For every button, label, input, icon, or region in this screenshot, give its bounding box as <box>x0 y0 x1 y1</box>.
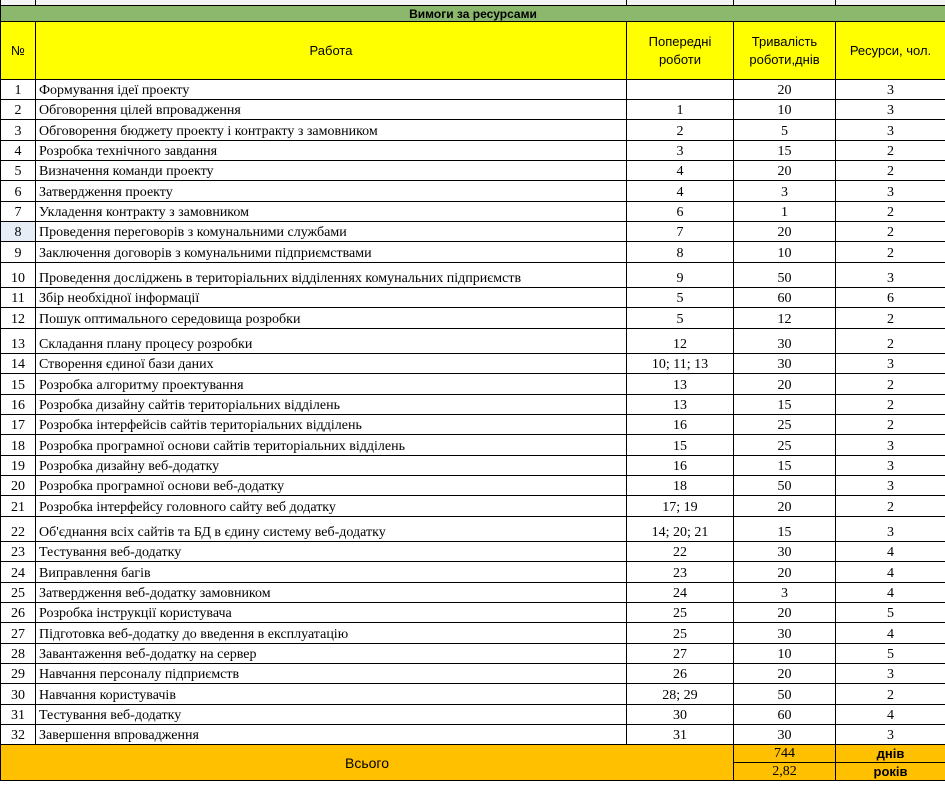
row-num-cell[interactable]: 11 <box>1 288 36 308</box>
header-num[interactable]: № <box>1 22 36 80</box>
row-work-cell[interactable]: Тестування веб-додатку <box>36 542 627 562</box>
row-prev-cell[interactable]: 10; 11; 13 <box>627 354 734 374</box>
row-resources-cell[interactable]: 3 <box>836 517 945 542</box>
row-prev-cell[interactable]: 3 <box>627 141 734 161</box>
row-num-cell[interactable]: 20 <box>1 476 36 496</box>
row-duration-cell[interactable]: 50 <box>734 684 836 705</box>
row-prev-cell[interactable]: 27 <box>627 644 734 664</box>
table-row <box>1 542 945 562</box>
table-row <box>1 308 945 329</box>
row-prev-cell[interactable]: 1 <box>627 100 734 120</box>
row-duration-cell[interactable]: 50 <box>734 476 836 496</box>
row-num-cell[interactable]: 14 <box>1 354 36 374</box>
row-duration-cell[interactable]: 3 <box>734 583 836 603</box>
row-resources-cell[interactable]: 4 <box>836 583 945 603</box>
row-work-cell[interactable]: Розробка інструкції користувача <box>36 603 627 623</box>
row-resources-cell[interactable]: 3 <box>836 120 945 141</box>
row-duration-cell[interactable]: 20 <box>734 374 836 395</box>
row-duration-cell[interactable]: 5 <box>734 120 836 141</box>
table-row <box>1 603 945 623</box>
row-duration-cell[interactable]: 30 <box>734 542 836 562</box>
row-duration-cell[interactable]: 30 <box>734 329 836 354</box>
row-resources-cell[interactable]: 2 <box>836 684 945 705</box>
row-num-cell[interactable]: 6 <box>1 181 36 202</box>
row-num-cell[interactable]: 23 <box>1 542 36 562</box>
row-work-cell[interactable]: Обговорення бюджету проекту і контракту з замовником <box>36 120 627 141</box>
row-resources-cell[interactable]: 3 <box>836 476 945 496</box>
row-work-cell[interactable]: Розробка інтерфейсів сайтів територіальних відділень <box>36 415 627 435</box>
row-prev-cell[interactable]: 13 <box>627 374 734 395</box>
row-resources-cell[interactable]: 6 <box>836 288 945 308</box>
total-years-value[interactable]: 2,82 <box>734 763 836 781</box>
row-resources-cell[interactable]: 3 <box>836 80 945 100</box>
row-prev-cell[interactable]: 16 <box>627 456 734 476</box>
row-num-cell[interactable]: 24 <box>1 562 36 583</box>
row-duration-cell[interactable]: 20 <box>734 603 836 623</box>
row-work-cell[interactable]: Укладення контракту з замовником <box>36 202 627 222</box>
row-duration-cell[interactable]: 20 <box>734 80 836 100</box>
row-resources-cell[interactable]: 2 <box>836 222 945 242</box>
row-prev-cell[interactable]: 14; 20; 21 <box>627 517 734 542</box>
row-resources-cell[interactable]: 2 <box>836 415 945 435</box>
row-prev-cell[interactable]: 5 <box>627 308 734 329</box>
table-row <box>1 242 945 263</box>
row-num-cell[interactable]: 13 <box>1 329 36 354</box>
row-prev-cell[interactable]: 15 <box>627 435 734 456</box>
row-duration-cell[interactable]: 20 <box>734 496 836 517</box>
row-prev-cell[interactable]: 25 <box>627 603 734 623</box>
row-work-cell[interactable]: Формування ідеї проекту <box>36 80 627 100</box>
table-row <box>1 263 945 288</box>
row-work-cell[interactable]: Розробка алгоритму проектування <box>36 374 627 395</box>
table-row <box>1 141 945 161</box>
row-prev-cell[interactable]: 30 <box>627 705 734 725</box>
row-work-cell[interactable]: Навчання користувачів <box>36 684 627 705</box>
header-work[interactable]: Работа <box>36 22 627 80</box>
row-num-cell[interactable]: 17 <box>1 415 36 435</box>
row-duration-cell[interactable]: 20 <box>734 222 836 242</box>
total-years-unit[interactable]: років <box>836 763 945 781</box>
header-duration[interactable]: Тривалість роботи,днів <box>734 22 836 80</box>
row-duration-cell[interactable]: 60 <box>734 288 836 308</box>
row-work-cell[interactable]: Заключення договорів з комунальними підприємствами <box>36 242 627 263</box>
table-row <box>1 222 945 242</box>
row-work-cell[interactable]: Розробка дизайну сайтів територіальних відділень <box>36 395 627 415</box>
row-duration-cell[interactable]: 25 <box>734 435 836 456</box>
table-row <box>1 623 945 644</box>
total-days-unit[interactable]: днів <box>836 745 945 763</box>
table-row <box>1 517 945 542</box>
row-prev-cell[interactable]: 16 <box>627 415 734 435</box>
title-row <box>1 6 945 22</box>
row-prev-cell[interactable]: 22 <box>627 542 734 562</box>
row-duration-cell[interactable]: 10 <box>734 242 836 263</box>
row-num-cell[interactable]: 26 <box>1 603 36 623</box>
table-row <box>1 562 945 583</box>
row-work-cell[interactable]: Обговорення цілей впровадження <box>36 100 627 120</box>
row-resources-cell[interactable]: 2 <box>836 308 945 329</box>
header-prev[interactable]: Попередні роботи <box>627 22 734 80</box>
row-resources-cell[interactable]: 3 <box>836 456 945 476</box>
row-resources-cell[interactable]: 2 <box>836 395 945 415</box>
table-row <box>1 705 945 725</box>
table-row <box>1 120 945 141</box>
table-row <box>1 354 945 374</box>
row-prev-cell[interactable]: 23 <box>627 562 734 583</box>
row-duration-cell[interactable]: 20 <box>734 562 836 583</box>
total-days-value[interactable]: 744 <box>734 745 836 763</box>
table-title[interactable]: Вимоги за ресурсами <box>1 6 945 22</box>
row-duration-cell[interactable]: 15 <box>734 456 836 476</box>
row-work-cell[interactable]: Об'єднання всіх сайтів та БД в єдину систему веб-додатку <box>36 517 627 542</box>
row-num-cell[interactable]: 12 <box>1 308 36 329</box>
row-resources-cell[interactable]: 2 <box>836 329 945 354</box>
row-num-cell[interactable]: 1 <box>1 80 36 100</box>
row-num-cell[interactable]: 2 <box>1 100 36 120</box>
row-resources-cell[interactable]: 4 <box>836 623 945 644</box>
row-num-cell[interactable]: 18 <box>1 435 36 456</box>
table-row <box>1 496 945 517</box>
row-num-cell[interactable]: 25 <box>1 583 36 603</box>
row-duration-cell[interactable]: 50 <box>734 263 836 288</box>
row-work-cell[interactable]: Розробка технічного завдання <box>36 141 627 161</box>
header-resources[interactable]: Ресурси, чол. <box>836 22 945 80</box>
row-resources-cell[interactable]: 3 <box>836 100 945 120</box>
row-duration-cell[interactable]: 1 <box>734 202 836 222</box>
total-row-days <box>1 745 945 763</box>
table-row <box>1 161 945 181</box>
row-work-cell[interactable]: Розробка програмної основи сайтів територіальних відділень <box>36 435 627 456</box>
row-duration-cell[interactable]: 10 <box>734 644 836 664</box>
row-num-cell[interactable]: 22 <box>1 517 36 542</box>
table-row <box>1 181 945 202</box>
row-resources-cell[interactable]: 3 <box>836 435 945 456</box>
row-duration-cell[interactable]: 15 <box>734 517 836 542</box>
row-duration-cell[interactable]: 30 <box>734 725 836 745</box>
row-num-cell[interactable]: 32 <box>1 725 36 745</box>
row-resources-cell[interactable]: 3 <box>836 263 945 288</box>
row-work-cell[interactable]: Розробка програмної основи веб-додатку <box>36 476 627 496</box>
row-work-cell[interactable]: Визначення команди проекту <box>36 161 627 181</box>
row-resources-cell[interactable]: 5 <box>836 603 945 623</box>
row-num-cell[interactable]: 30 <box>1 684 36 705</box>
table-row <box>1 583 945 603</box>
row-num-cell[interactable]: 3 <box>1 120 36 141</box>
table-row <box>1 456 945 476</box>
table-row <box>1 80 945 100</box>
row-duration-cell[interactable]: 60 <box>734 705 836 725</box>
row-resources-cell[interactable]: 3 <box>836 664 945 684</box>
row-duration-cell[interactable]: 20 <box>734 664 836 684</box>
table-row <box>1 644 945 664</box>
row-num-cell[interactable]: 27 <box>1 623 36 644</box>
row-prev-cell[interactable]: 24 <box>627 583 734 603</box>
row-work-cell[interactable]: Проведення переговорів з комунальними службами <box>36 222 627 242</box>
row-resources-cell[interactable]: 2 <box>836 496 945 517</box>
row-duration-cell[interactable]: 30 <box>734 354 836 374</box>
row-prev-cell[interactable]: 4 <box>627 161 734 181</box>
row-duration-cell[interactable]: 30 <box>734 623 836 644</box>
row-resources-cell[interactable]: 2 <box>836 141 945 161</box>
table-row <box>1 415 945 435</box>
row-prev-cell[interactable]: 7 <box>627 222 734 242</box>
table-row <box>1 202 945 222</box>
row-num-cell[interactable]: 7 <box>1 202 36 222</box>
row-resources-cell[interactable]: 2 <box>836 374 945 395</box>
row-duration-cell[interactable]: 15 <box>734 395 836 415</box>
row-prev-cell[interactable]: 13 <box>627 395 734 415</box>
table-row <box>1 329 945 354</box>
row-duration-cell[interactable]: 10 <box>734 100 836 120</box>
row-work-cell[interactable]: Розробка інтерфейсу головного сайту веб додатку <box>36 496 627 517</box>
row-duration-cell[interactable]: 20 <box>734 161 836 181</box>
row-duration-cell[interactable]: 15 <box>734 141 836 161</box>
row-num-cell[interactable]: 5 <box>1 161 36 181</box>
row-num-cell[interactable]: 16 <box>1 395 36 415</box>
row-prev-cell[interactable]: 2 <box>627 120 734 141</box>
table-row <box>1 725 945 745</box>
data-rows <box>1 80 945 745</box>
row-num-cell[interactable]: 8 <box>1 222 36 242</box>
row-num-cell[interactable]: 15 <box>1 374 36 395</box>
row-resources-cell[interactable]: 4 <box>836 705 945 725</box>
row-work-cell[interactable]: Навчання персоналу підприємств <box>36 664 627 684</box>
row-num-cell[interactable]: 10 <box>1 263 36 288</box>
row-resources-cell[interactable]: 4 <box>836 542 945 562</box>
row-duration-cell[interactable]: 12 <box>734 308 836 329</box>
row-prev-cell[interactable]: 18 <box>627 476 734 496</box>
row-work-cell[interactable]: Тестування веб-додатку <box>36 705 627 725</box>
row-work-cell[interactable]: Підготовка веб-додатку до введення в експлуатацію <box>36 623 627 644</box>
row-prev-cell[interactable]: 26 <box>627 664 734 684</box>
row-prev-cell[interactable]: 12 <box>627 329 734 354</box>
row-work-cell[interactable]: Завантаження веб-додатку на сервер <box>36 644 627 664</box>
row-num-cell[interactable]: 4 <box>1 141 36 161</box>
row-num-cell[interactable]: 9 <box>1 242 36 263</box>
row-prev-cell[interactable]: 6 <box>627 202 734 222</box>
table-row <box>1 395 945 415</box>
row-num-cell[interactable]: 31 <box>1 705 36 725</box>
row-work-cell[interactable]: Завершення впровадження <box>36 725 627 745</box>
row-resources-cell[interactable]: 5 <box>836 644 945 664</box>
table-row <box>1 435 945 456</box>
row-num-cell[interactable]: 21 <box>1 496 36 517</box>
row-num-cell[interactable]: 28 <box>1 644 36 664</box>
table-row <box>1 374 945 395</box>
row-prev-cell[interactable]: 4 <box>627 181 734 202</box>
table-row <box>1 100 945 120</box>
row-work-cell[interactable]: Збір необхідної інформації <box>36 288 627 308</box>
row-prev-cell[interactable]: 9 <box>627 263 734 288</box>
row-work-cell[interactable]: Пошук оптимального середовища розробки <box>36 308 627 329</box>
row-prev-cell[interactable]: 8 <box>627 242 734 263</box>
row-work-cell[interactable]: Розробка дизайну веб-додатку <box>36 456 627 476</box>
row-resources-cell[interactable]: 3 <box>836 181 945 202</box>
row-duration-cell[interactable]: 25 <box>734 415 836 435</box>
row-resources-cell[interactable]: 4 <box>836 562 945 583</box>
row-resources-cell[interactable]: 2 <box>836 161 945 181</box>
row-resources-cell[interactable]: 2 <box>836 242 945 263</box>
row-duration-cell[interactable]: 3 <box>734 181 836 202</box>
row-work-cell[interactable]: Складання плану процесу розробки <box>36 329 627 354</box>
row-work-cell[interactable]: Створення єдиної бази даних <box>36 354 627 374</box>
row-resources-cell[interactable]: 3 <box>836 725 945 745</box>
row-prev-cell[interactable]: 25 <box>627 623 734 644</box>
row-work-cell[interactable]: Затвердження веб-додатку замовником <box>36 583 627 603</box>
row-work-cell[interactable]: Виправлення багів <box>36 562 627 583</box>
row-num-cell[interactable]: 29 <box>1 664 36 684</box>
row-prev-cell[interactable]: 5 <box>627 288 734 308</box>
row-prev-cell[interactable]: 17; 19 <box>627 496 734 517</box>
total-label[interactable]: Всього <box>1 745 734 781</box>
row-work-cell[interactable]: Проведення досліджень в територіальних відділеннях комунальних підприємств <box>36 263 627 288</box>
row-prev-cell[interactable]: 28; 29 <box>627 684 734 705</box>
header-row <box>1 22 945 80</box>
row-num-cell[interactable]: 19 <box>1 456 36 476</box>
table-row <box>1 476 945 496</box>
table-row <box>1 684 945 705</box>
row-resources-cell[interactable]: 2 <box>836 202 945 222</box>
table-row <box>1 664 945 684</box>
row-prev-cell[interactable] <box>627 80 734 100</box>
table-row <box>1 288 945 308</box>
row-prev-cell[interactable]: 31 <box>627 725 734 745</box>
row-resources-cell[interactable]: 3 <box>836 354 945 374</box>
row-work-cell[interactable]: Затвердження проекту <box>36 181 627 202</box>
